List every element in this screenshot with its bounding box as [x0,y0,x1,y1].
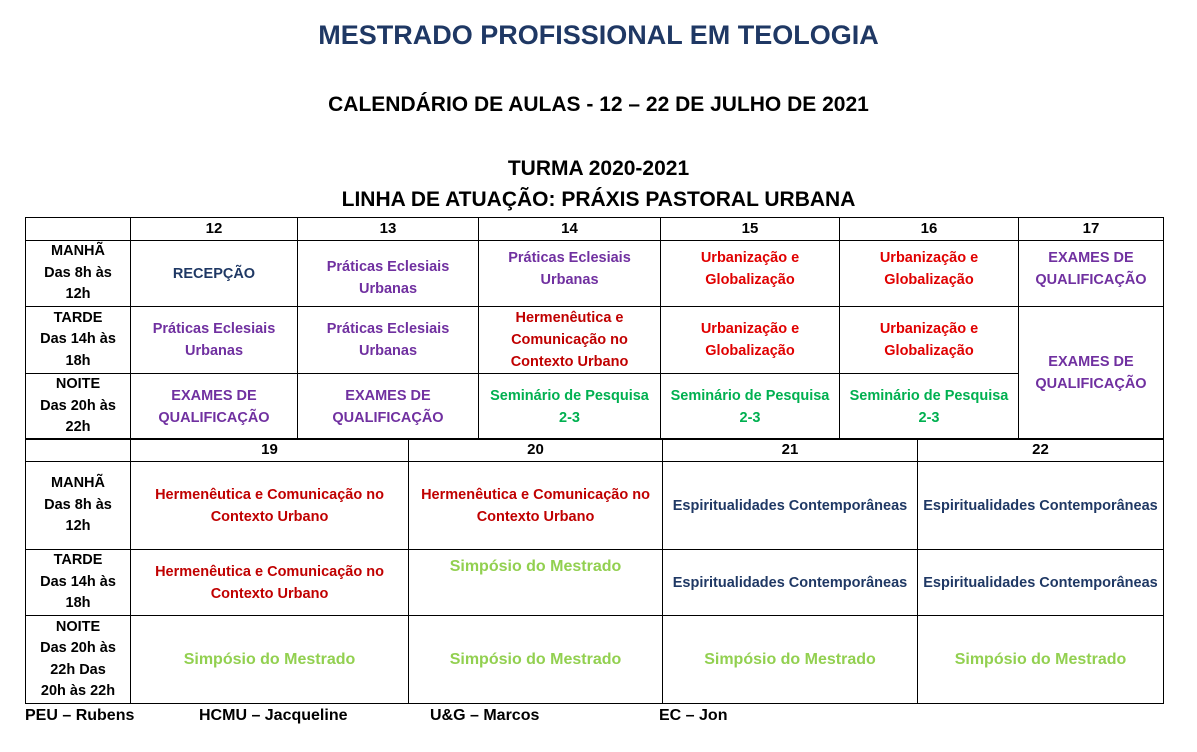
class-cell: Simpósio do Mestrado [918,616,1164,704]
class-cell: Urbanização e Globalização [661,307,840,374]
corner-cell [26,439,131,462]
period-time: 12h [65,286,91,303]
corner-cell [26,218,131,241]
period-time: 22h Das [50,661,106,678]
day-header: 16 [840,218,1019,241]
period-time: 18h [65,595,91,612]
period-time: Das 8h às [44,264,112,281]
period-name: MANHÃ [51,243,105,260]
period-name: NOITE [55,376,101,393]
class-cell: Espiritualidades Contemporâneas [663,550,918,616]
week1-header-row [26,218,1164,241]
class-cell: Práticas Eclesiais Urbanas [298,241,479,307]
page-title: MESTRADO PROFISSIONAL EM TEOLOGIA [318,20,879,50]
period-time: Das 20h às [40,640,116,656]
period-label-tarde [26,550,131,616]
period-name: TARDE [53,552,103,569]
period-label-noite [26,374,131,440]
period-time: 20h às 22h [40,683,116,699]
day-header: 13 [298,218,479,241]
class-cell: Urbanização e Globalização [840,307,1019,374]
class-cell: Urbanização e Globalização [661,241,840,307]
class-cell: Hermenêutica e Comunicação no Contexto Urbano [409,462,663,550]
period-time: 12h [65,518,91,535]
day-header: 12 [131,218,298,241]
period-time: Das 20h às [40,397,116,414]
class-cell: Práticas Eclesiais Urbanas [131,307,298,374]
class-cell: Hermenêutica e Comunicação no Contexto Urbano [131,550,409,616]
day-header: 15 [661,218,840,241]
day-header: 17 [1019,218,1164,241]
period-label-tarde [26,307,131,374]
week2-morning-row [26,462,1164,550]
legend-peu: PEU – Rubens [25,707,135,724]
class-cell: EXAMES DE QUALIFICAÇÃO [131,374,298,440]
day-header: 22 [918,439,1164,462]
class-cell: EXAMES DE QUALIFICAÇÃO [298,374,479,440]
class-cell: Seminário de Pesquisa 2-3 [479,374,661,440]
period-time: Das 8h às [44,496,112,513]
class-cell: Espiritualidades Contemporâneas [918,462,1164,550]
period-name: NOITE [55,618,101,635]
legend-hcmu: HCMU – Jacqueline [199,707,348,724]
period-label-noite [26,616,131,704]
week2-afternoon-row [26,550,1164,616]
class-cell: Seminário de Pesquisa 2-3 [661,374,840,440]
period-time: Das 14h às [40,573,116,590]
class-cell: RECEPÇÃO [131,241,298,307]
class-cell: Simpósio do Mestrado [409,550,663,616]
legend-ec: EC – Jon [659,707,728,724]
class-cell: EXAMES DE QUALIFICAÇÃO [1019,307,1164,440]
class-cell: Espiritualidades Contemporâneas [918,550,1164,616]
class-cell: Hermenêutica e Comunicação no Contexto Urbano [479,307,661,374]
week2-schedule-table [25,438,1164,704]
week1-afternoon-row [26,307,1164,374]
day-header: 21 [663,439,918,462]
class-cell: Simpósio do Mestrado [409,616,663,704]
calendar-subtitle: CALENDÁRIO DE AULAS - 12 – 22 DE JULHO DE 2021 [328,93,869,116]
period-name: MANHÃ [51,475,105,492]
week1-night-row [26,374,1164,440]
day-header: 19 [131,439,409,462]
linha-heading: LINHA DE ATUAÇÃO: PRÁXIS PASTORAL URBANA [341,188,856,211]
class-cell: Seminário de Pesquisa 2-3 [840,374,1019,440]
turma-heading: TURMA 2020-2021 [507,157,690,180]
class-cell: Simpósio do Mestrado [663,616,918,704]
day-header: 20 [409,439,663,462]
week2-night-row [26,616,1164,704]
week2-header-row [26,439,1164,462]
legend-ug: U&G – Marcos [430,707,540,724]
week1-schedule-table [25,217,1164,440]
teacher-legend [25,707,1163,729]
class-cell: Urbanização e Globalização [840,241,1019,307]
day-header: 14 [479,218,661,241]
class-cell: Práticas Eclesiais Urbanas [479,241,661,307]
period-name: TARDE [53,309,103,326]
class-cell: EXAMES DE QUALIFICAÇÃO [1019,241,1164,307]
class-cell: Práticas Eclesiais Urbanas [298,307,479,374]
class-cell: Simpósio do Mestrado [131,616,409,704]
period-time: 22h [65,419,91,436]
period-time: 18h [65,352,91,369]
period-time: Das 14h às [40,331,116,348]
class-cell: Espiritualidades Contemporâneas [663,462,918,550]
week1-morning-row [26,241,1164,307]
period-label-manha [26,241,131,307]
period-label-manha [26,462,131,550]
class-cell: Hermenêutica e Comunicação no Contexto Urbano [131,462,409,550]
